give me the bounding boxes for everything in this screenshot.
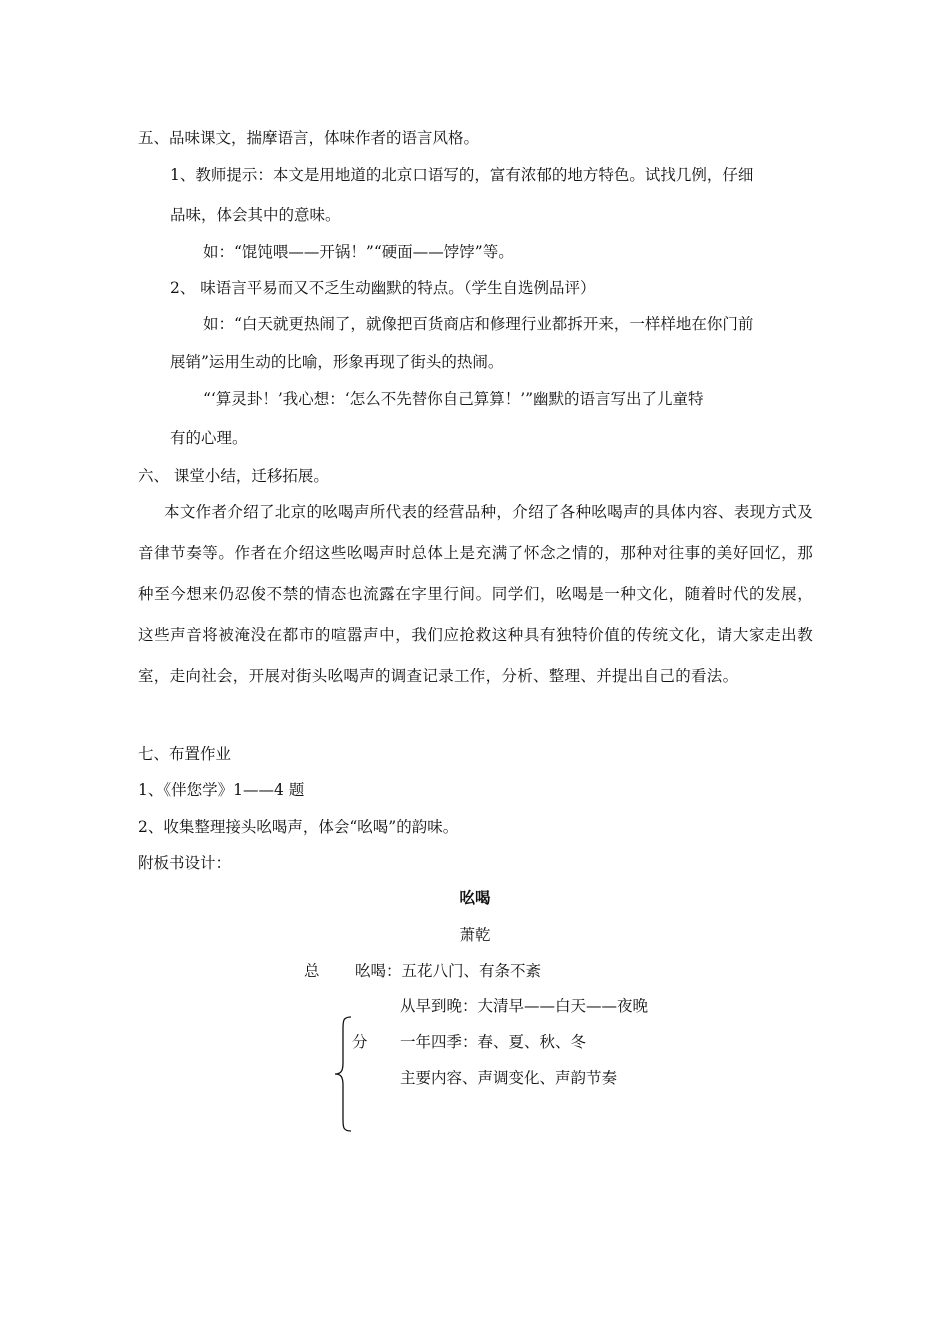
homework-item-1: 1、《伴您学》1——4 题 (138, 781, 305, 799)
section-5-item-1-line-2: 品味，体会其中的意味。 (170, 206, 341, 224)
section-7-heading: 七、布置作业 (138, 745, 232, 763)
board-zong-label: 总 (304, 962, 320, 980)
homework-item-2: 2、收集整理接头吆喝声，体会“吆喝”的韵味。 (138, 818, 459, 836)
board-fen-label: 分 (352, 1033, 368, 1051)
board-zong-text: 吆喝：五花八门、有条不紊 (355, 962, 542, 980)
section-5-item-1-line-1: 1、教师提示：本文是用地道的北京口语写的，富有浓郁的地方特色。试找几例，仔细 (170, 166, 754, 184)
board-row-day: 从早到晚：大清早——白天——夜晚 (400, 997, 649, 1015)
section-5-heading: 五、品味课文，揣摩语言，体味作者的语言风格。 (138, 129, 480, 147)
section-5-item-1-example: 如：“馄饨喂——开锅！”“硬面——饽饽”等。 (203, 243, 514, 261)
section-5-item-2: 2、 味语言平易而又不乏生动幽默的特点。（学生自选例品评） (170, 279, 596, 297)
section-5-item-2-example-1-line-1: 如：“白天就更热闹了，就像把百货商店和修理行业都拆开来，一样样地在你门前 (203, 315, 754, 333)
board-title: 吆喝 (459, 888, 491, 907)
board-row-content: 主要内容、声调变化、声韵节奏 (400, 1069, 618, 1087)
curly-brace (333, 1015, 355, 1133)
board-row-seasons: 一年四季：春、夏、秋、冬 (400, 1033, 587, 1051)
section-5-item-2-example-1-line-2: 展销”运用生动的比喻，形象再现了街头的热闹。 (170, 353, 504, 371)
section-5-item-2-example-2-line-1: “‘算灵卦！’我心想：‘怎么不先替你自己算算！’”幽默的语言写出了儿童特 (203, 390, 704, 408)
section-5-item-2-example-2-line-2: 有的心理。 (170, 429, 248, 447)
summary-paragraph: 本文作者介绍了北京的吆喝声所代表的经营品种，介绍了各种吆喝声的具体内容、表现方式及音律节奏等。作者在介绍这些吆喝声时总体上是充满了怀念之情的，那种对往事的美好回忆，那种至今想来仍忍俊不禁的情态也流露在字里行间。同学们，吆喝是一种文化，随着时代的发展，这些声音将被淹没在都市的喧嚣声中，我们应抢救这种具有独特价值的传统文化，请大家走出教室，走向社会，开展对街头吆喝声的调查记录工作，分析、整理、并提出自己的看法。 (138, 503, 813, 685)
section-6-heading: 六、 课堂小结，迁移拓展。 (138, 467, 329, 485)
board-design-label: 附板书设计： (138, 854, 232, 872)
board-author: 萧乾 (459, 926, 491, 944)
